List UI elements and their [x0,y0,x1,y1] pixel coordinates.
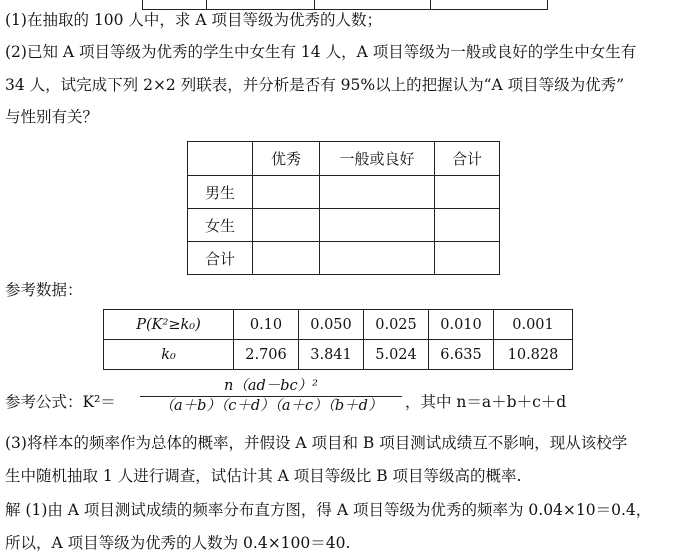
table-cell [435,176,500,209]
table-header-cell: 合计 [435,142,500,176]
table-cell: 6.635 [429,340,494,370]
solution-line-2: 所以，A 项目等级为优秀的人数为 0.4×100＝40. [5,534,351,552]
table-cell [320,209,435,242]
row-label: 女生 [188,209,253,242]
formula-fraction [140,378,402,414]
question-1: (1)在抽取的 100 人中，求 A 项目等级为优秀的人数； [5,11,382,29]
table-header-cell: 一般或良好 [320,142,435,176]
table-row [104,310,573,340]
table-cell: 3.841 [299,340,364,370]
formula-tail: ，其中 n＝a＋b＋c＋d [405,393,567,411]
table-row [104,340,573,370]
table-cell: 0.050 [299,310,364,340]
formula-numerator: n（ad－bc）² [224,378,318,394]
table-cell: 0.025 [364,310,429,340]
table-cell: 0.001 [494,310,573,340]
reference-data-label: 参考数据： [5,281,83,299]
previous-table-divider [430,0,431,10]
previous-table-divider [206,0,207,10]
table-cell: 10.828 [494,340,573,370]
table-cell: P(K²≥k₀) [104,310,234,340]
table-row [188,209,500,242]
previous-table-divider [314,0,315,10]
reference-table [103,309,573,370]
contingency-table [187,141,500,275]
table-row [188,142,500,176]
table-row [188,242,500,275]
table-cell [253,176,320,209]
table-cell [188,142,253,176]
table-cell: 0.10 [234,310,299,340]
table-cell: 5.024 [364,340,429,370]
fraction-bar [140,396,402,397]
table-cell: 0.010 [429,310,494,340]
previous-table-fragment [142,0,548,10]
question-2-line-2: 34 人，试完成下列 2×2 列联表，并分析是否有 95%以上的把握认为“A 项目等级为优秀” [5,76,625,94]
table-header-cell: 优秀 [253,142,320,176]
table-cell: k₀ [104,340,234,370]
table-cell [320,176,435,209]
table-cell [435,242,500,275]
table-cell [253,209,320,242]
solution-line-1: 解 (1)由 A 项目测试成绩的频率分布直方图，得 A 项目等级为优秀的频率为 0.04×10＝0.4， [5,501,652,519]
question-2-line-1: (2)已知 A 项目等级为优秀的学生中女生有 14 人，A 项目等级为一般或良好的学生中女生有 [5,43,637,61]
question-3-line-2: 生中随机抽取 1 人进行调查，试估计其 A 项目等级比 B 项目等级高的概率. [5,467,522,485]
table-cell [253,242,320,275]
reference-formula [5,378,685,418]
row-label: 合计 [188,242,253,275]
formula-label: 参考公式：K²＝ [5,393,116,411]
table-cell: 2.706 [234,340,299,370]
table-cell [435,209,500,242]
formula-denominator: （a＋b）（c＋d）（a＋c）（b＋d） [159,398,383,414]
table-cell [320,242,435,275]
table-row [188,176,500,209]
question-3-line-1: (3)将样本的频率作为总体的概率，并假设 A 项目和 B 项目测试成绩互不影响，现从该校学 [5,434,628,452]
row-label: 男生 [188,176,253,209]
question-2-line-3: 与性别有关？ [5,108,99,126]
